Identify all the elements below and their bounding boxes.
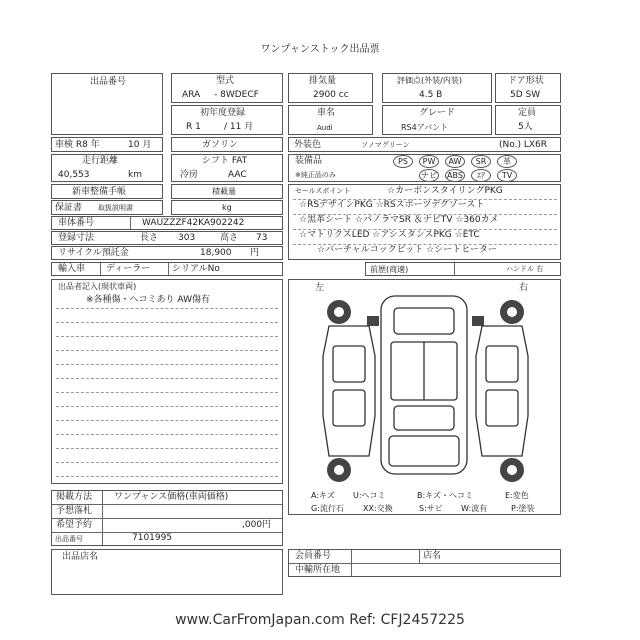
legend-wave: W:波有 bbox=[461, 504, 488, 513]
genuine-label: ※純正品のみ bbox=[295, 171, 336, 179]
loading-box bbox=[171, 184, 283, 199]
listing-no-label: 出品番号 bbox=[55, 535, 83, 543]
inspection-box bbox=[51, 137, 163, 152]
displacement-value: 2900 cc bbox=[313, 90, 349, 100]
score-box bbox=[382, 73, 492, 103]
cooler-label: 冷房 bbox=[180, 170, 199, 180]
first-reg-label: 初年度登録 bbox=[200, 108, 246, 118]
displacement-label: 排気量 bbox=[309, 76, 337, 86]
lot-number-label: 出品番号 bbox=[90, 77, 127, 87]
sales-points-box bbox=[288, 184, 561, 260]
kg-box bbox=[171, 200, 283, 215]
mileage-box bbox=[51, 154, 163, 182]
score-value: 4.5 B bbox=[419, 90, 443, 100]
size-label: 登録寸法 bbox=[58, 233, 95, 243]
member-box bbox=[288, 549, 561, 577]
watermark-text: www.CarFromJapan.com Ref: CFJ2457225 bbox=[175, 612, 465, 628]
legend-replaced: XX:交換 bbox=[363, 504, 393, 513]
length-value: 303 bbox=[178, 233, 196, 243]
notes-panel bbox=[51, 279, 283, 484]
vin-label: 車体番号 bbox=[58, 218, 95, 228]
legend-scratch: A:キズ bbox=[311, 491, 335, 500]
doors-box bbox=[495, 73, 561, 103]
legend-discolor: E:変色 bbox=[505, 491, 529, 500]
equip-navi: ナビ bbox=[421, 171, 437, 180]
model-code: - 8WDECF bbox=[214, 90, 259, 100]
vin-value: WAUZZZF42KA902242 bbox=[142, 218, 245, 228]
recycle-box bbox=[51, 246, 283, 260]
legend-dent: U:ヘコミ bbox=[353, 491, 386, 500]
grade-value: RS4アバント bbox=[401, 123, 449, 132]
model-label: 型式 bbox=[216, 76, 235, 86]
equipment-label: 装備品 bbox=[295, 156, 323, 166]
warranty-label: 保証書 bbox=[55, 203, 83, 213]
listing-no-value: 7101995 bbox=[132, 533, 173, 543]
mileage-label: 走行距離 bbox=[82, 156, 119, 166]
capacity-box bbox=[495, 105, 561, 135]
vin-box bbox=[51, 216, 283, 230]
sales-point-line: ☆黒革シート ☆パノラマSR ＆ナビTV ☆360カメ bbox=[299, 215, 499, 225]
recycle-unit: 円 bbox=[250, 248, 260, 258]
grade-label: グレード bbox=[419, 108, 456, 118]
page-title: ワンプャンストック出品票 bbox=[260, 44, 380, 55]
equip-aw: AW bbox=[445, 155, 465, 168]
legend-rust: S:サビ bbox=[419, 504, 443, 513]
notes-line: ※各種傷・ヘコミあり AW傷有 bbox=[86, 295, 210, 305]
grade-box bbox=[382, 105, 492, 135]
sales-point-line: ☆マトリクスLED ☆アシスタンスPKG ☆ETC bbox=[299, 230, 480, 240]
equip-abs: ABS bbox=[445, 169, 465, 182]
loading-label: 積載量 bbox=[212, 187, 236, 196]
maker-value: Audi bbox=[317, 124, 333, 132]
recycle-value: 18,900 bbox=[200, 248, 232, 258]
sales-point-line: ☆バーチャルコックピット ☆シートヒーター bbox=[317, 245, 497, 255]
equipment-box bbox=[288, 154, 561, 182]
sales-point-line: ☆カーボンスタイリングPKG bbox=[387, 186, 503, 196]
method-label: 掲載方法 bbox=[56, 492, 93, 502]
new-car-book-box bbox=[51, 184, 163, 199]
doors-label: ドア形状 bbox=[508, 76, 544, 86]
equip-ps: PS bbox=[393, 155, 413, 168]
past-handle-box bbox=[365, 262, 561, 276]
handle-label: ハンドル 右 bbox=[506, 265, 544, 273]
sales-point-line: ☆RSデザインPKG ☆RSスポーツデグゾースト bbox=[299, 200, 485, 210]
equip-tv: TV bbox=[497, 169, 517, 182]
fuel-box bbox=[171, 137, 283, 152]
first-reg-month: / 11 月 bbox=[224, 122, 254, 132]
capacity-label: 定員 bbox=[518, 108, 537, 118]
cooler-value: AAC bbox=[228, 170, 247, 180]
doors-value: 5D SW bbox=[510, 90, 541, 100]
first-reg-box bbox=[171, 105, 283, 135]
size-box bbox=[51, 231, 283, 245]
length-label: 長さ bbox=[140, 233, 159, 243]
diagram-right-label: 右 bbox=[519, 283, 529, 293]
maker-box bbox=[288, 105, 373, 135]
expected-label: 予想落札 bbox=[56, 506, 93, 516]
kg-label: kg bbox=[222, 203, 232, 212]
height-value: 73 bbox=[256, 233, 268, 243]
new-car-book-label: 新車整備手帳 bbox=[72, 187, 127, 197]
recycle-label: リサイクル預託金 bbox=[58, 248, 129, 258]
legend-chip: G:流行石 bbox=[311, 504, 344, 513]
fuel-value: ガソリン bbox=[202, 140, 239, 150]
inspection-label: 車検 R8 年 bbox=[55, 140, 100, 150]
color-value: ソノマグリーン bbox=[361, 141, 410, 149]
import-serial: シリアルNo bbox=[172, 264, 220, 274]
location-label: 中輸所在地 bbox=[295, 565, 341, 575]
equip-sr: SR bbox=[471, 155, 491, 168]
displacement-box bbox=[288, 73, 373, 103]
color-code: (No.) LX6R bbox=[499, 140, 547, 150]
price-value: ,000円 bbox=[242, 520, 272, 530]
color-box bbox=[288, 137, 561, 152]
manual-label: 取扱説明書 bbox=[98, 204, 133, 212]
method-value: ワンプャンス価格(車両価格) bbox=[114, 492, 229, 502]
import-box bbox=[51, 262, 283, 276]
score-label: 評価点(外装/内装) bbox=[397, 76, 462, 85]
sales-points-label: セールスポイント bbox=[295, 187, 351, 195]
lot-number-box bbox=[51, 73, 163, 135]
car-diagram-panel bbox=[288, 279, 561, 515]
first-reg-era: R 1 bbox=[186, 122, 201, 132]
equip-airbag: ｴｱ bbox=[471, 169, 491, 182]
import-dealer: ディーラー bbox=[106, 264, 151, 274]
diagram-left-label: 左 bbox=[315, 283, 325, 293]
capacity-value: 5人 bbox=[518, 122, 533, 132]
shift-box bbox=[171, 154, 283, 182]
store-box bbox=[51, 549, 283, 595]
legend-scratch-dent: B:キズ・ヘコミ bbox=[417, 491, 474, 500]
legend-paint: P:塗装 bbox=[511, 504, 535, 513]
model-prefix: ARA bbox=[182, 90, 201, 100]
inspection-month: 10 月 bbox=[128, 140, 152, 150]
import-label: 輸入車 bbox=[58, 264, 86, 274]
car-outline-diagram bbox=[289, 283, 562, 486]
store-label: 出品店名 bbox=[62, 552, 99, 562]
color-label: 外装色 bbox=[294, 140, 322, 150]
price-table bbox=[51, 490, 283, 546]
shift-label: シフト FAT bbox=[202, 156, 248, 166]
mileage-unit: km bbox=[128, 170, 142, 180]
height-label: 高さ bbox=[220, 233, 239, 243]
member-label: 会員番号 bbox=[295, 551, 332, 561]
equip-pw: PW bbox=[419, 155, 439, 168]
store-name-label: 店名 bbox=[423, 551, 442, 561]
past-label: 前歴(商適) bbox=[370, 265, 409, 274]
warranty-box bbox=[51, 200, 163, 215]
equip-leather: 革 bbox=[497, 155, 517, 168]
maker-label: 車名 bbox=[317, 108, 336, 118]
notes-label: 出品者記入(現状車両) bbox=[58, 282, 137, 291]
desired-label: 希望予約 bbox=[56, 520, 93, 530]
model-box bbox=[171, 73, 283, 103]
mileage-value: 40,553 bbox=[58, 170, 90, 180]
